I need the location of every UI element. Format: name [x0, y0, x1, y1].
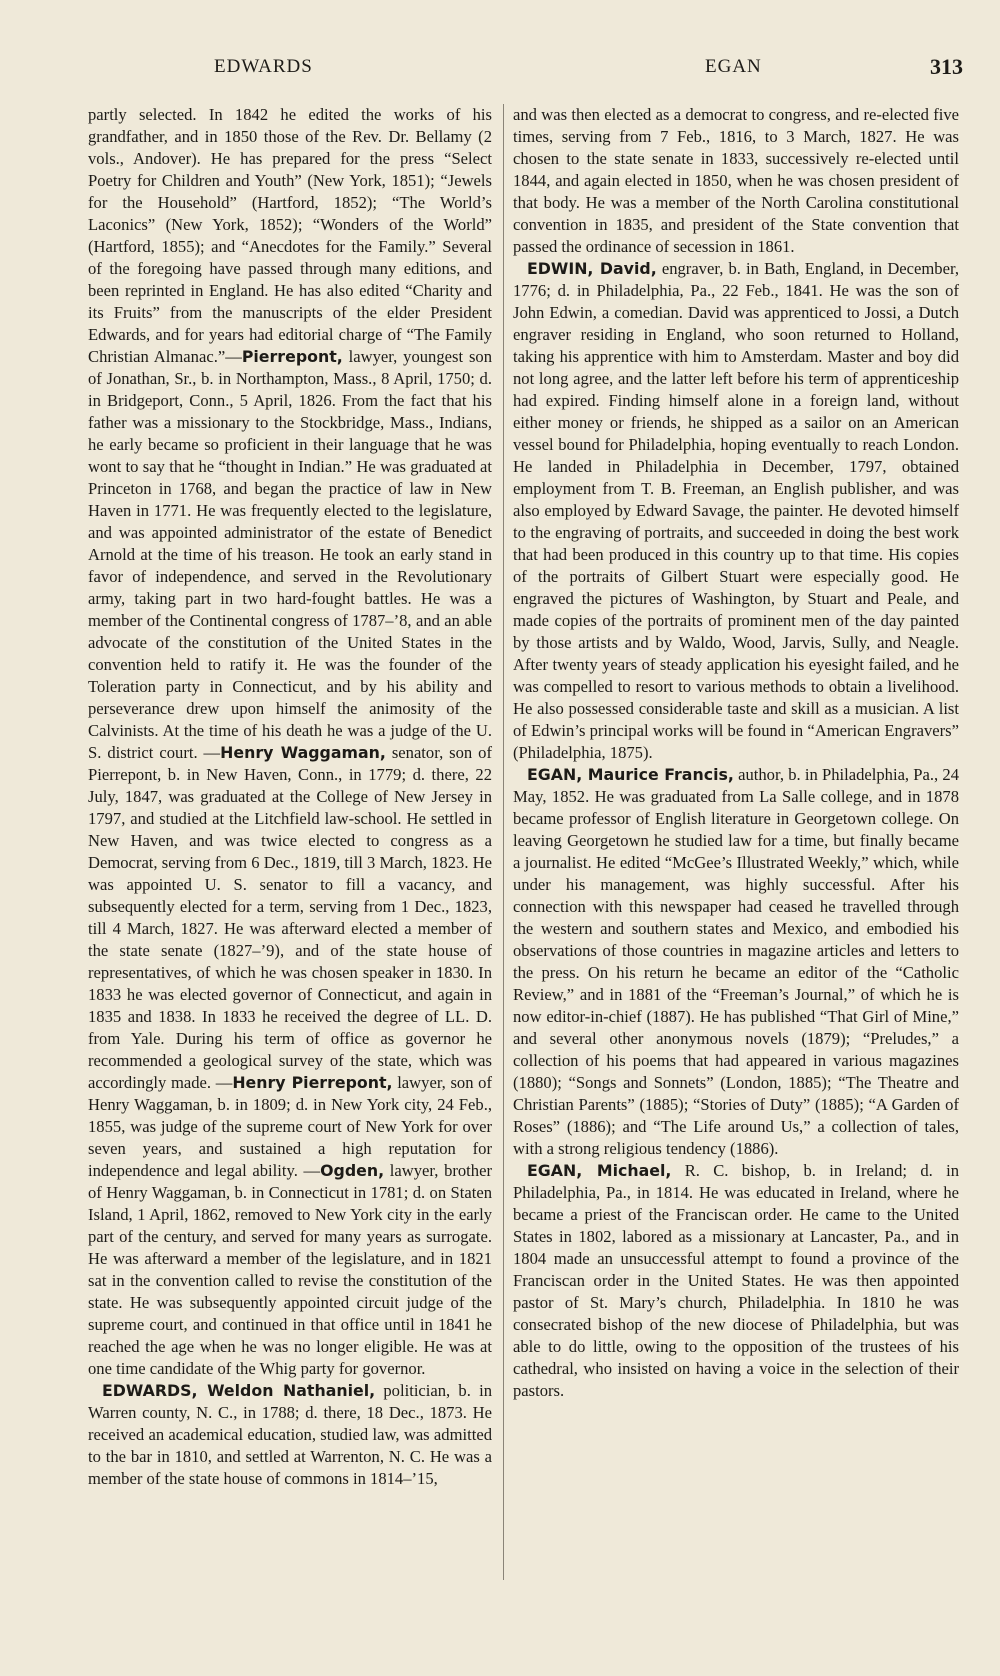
entry-paragraph: [88, 104, 492, 1380]
entry-paragraph: [88, 1380, 492, 1490]
page-number: 313: [930, 54, 963, 79]
body-text: partly selected. In 1842 he edited the works of his grandfather, and in 1850 those of the Rev. Dr. Bellamy (2 vols., Andover). He has prepared for the press “Select Poetry for Children and Youth” (New York, 1851); “Jewels for the Household” (Hartford, 1852); “The World’s Laconics” (New York, 1852); “Wonders of the World” (Hartford, 1855); and “Anecdotes for the Family.” Several of the foregoing have passed through many editions, and been reprinted in England. He has also edited “Charity and its Fruits” from the manuscripts of the elder President Edwards, and for years had editorial charge of “The Family Christian Almanac.”—: [88, 105, 492, 366]
body-text: politician, b. in Warren county, N. C., in 1788; d. there, 18 Dec., 1873. He received an academical education, studied law, was admitted to the bar in 1810, and settled at Warrenton, N. C. He was a member of the state house of commons in 1814–’15,: [88, 1381, 492, 1488]
entry-heading: EDWARDS, Weldon Nathaniel,: [102, 1381, 376, 1400]
entry-heading: Ogden,: [320, 1161, 385, 1180]
entry-paragraph: [513, 1160, 959, 1402]
entry-heading: Henry Pierrepont,: [232, 1073, 393, 1092]
header-left-word: EDWARDS: [214, 56, 313, 77]
body-text: R. C. bishop, b. in Ireland; d. in Philadelphia, Pa., in 1814. He was educated in Ireland, where he became a priest of the Franciscan order. He came to the United States in 1802, labored as a missionary at Lancaster, Pa., and in 1804 made an unsuccessful attempt to found a province of the Franciscan order in the United States. He was then appointed pastor of St. Mary’s church, Philadelphia. In 1810 he was consecrated bishop of the new diocese of Philadelphia, but was able to do little, owing to the opposition of the trustees of his cathedral, who insisted on having a voice in the selection of their pastors.: [513, 1161, 959, 1400]
entry-heading: EGAN, Maurice Francis,: [527, 765, 734, 784]
entry-heading: EGAN, Michael,: [527, 1161, 672, 1180]
column-divider: [503, 104, 504, 1580]
entry-heading: EDWIN, David,: [527, 259, 657, 278]
entry-heading: Henry Waggaman,: [220, 743, 386, 762]
entry-heading: Pierrepont,: [241, 347, 343, 366]
body-text: senator, son of Pierrepont, b. in New Haven, Conn., in 1779; d. there, 22 July, 1847, was graduated at the College of New Jersey in 1797, and studied at the Litchfield law-school. He settled in New Haven, and was twice elected to congress as a Democrat, serving from 6 Dec., 1819, till 3 March, 1823. He was appointed U. S. senator to fill a vacancy, and subsequently elected for a term, serving from 1 Dec., 1823, till 4 March, 1827. He was afterward elected a member of the state senate (1827–’9), and of the state house of representatives, of which he was chosen speaker in 1830. In 1833 he was elected governor of Connecticut, and again in 1835 and 1838. In 1833 he received the degree of LL. D. from Yale. During his term of office as governor he recommended a geological survey of the state, which was accordingly made. —: [88, 743, 492, 1092]
body-text: lawyer, son of Henry Waggaman, b. in 1809; d. in New York city, 24 Feb., 1855, was judge of the supreme court of New York for over seven years, and sustained a high reputation for independence and legal ability. —: [88, 1073, 492, 1180]
entry-paragraph: [513, 258, 959, 764]
entry-paragraph: [513, 104, 959, 258]
header-right-word: EGAN: [705, 56, 762, 77]
body-text: engraver, b. in Bath, England, in December, 1776; d. in Philadelphia, Pa., 22 Feb., 1841. He was the son of John Edwin, a comedian. David was apprenticed to Jossi, a Dutch engraver residing in England, who soon returned to Holland, taking his apprentice with him to Amsterdam. Master and boy did not long agree, and the latter left before his term of apprenticeship had expired. Finding himself alone in a foreign land, without either money or friends, he shipped as a sailor on an American vessel bound for Philadelphia, hoping eventually to reach London. He landed in Philadelphia in December, 1797, obtained employment from T. B. Freeman, an English publisher, and was also employed by Edward Savage, the painter. He devoted himself to the engraving of portraits, and succeeded in doing the best work that had been produced in this country up to that time. His copies of the portraits of Gilbert Stuart were especially good. He engraved the pictures of Washington, by Stuart and Peale, and made copies of the portraits of prominent men of the day painted by those artists and by Waldo, Wood, Jarvis, Sully, and Neagle. After twenty years of steady application his eyesight failed, and he was compelled to resort to various methods to obtain a livelihood. He also possessed considerable taste and skill as a musician. A list of Edwin’s principal works will be found in “American Engravers” (Philadelphia, 1875).: [513, 259, 959, 762]
entry-paragraph: [513, 764, 959, 1160]
right-column: [513, 104, 959, 1402]
running-header: [0, 56, 1000, 88]
left-column: [88, 104, 492, 1490]
body-text: and was then elected as a democrat to congress, and re-elected five times, serving from 7 Feb., 1816, to 3 March, 1827. He was chosen to the state senate in 1833, successively re-elected until 1844, and again elected in 1850, when he was chosen president of that body. He was a member of the North Carolina constitutional convention in 1835, and president of the State convention that passed the ordinance of secession in 1861.: [513, 105, 959, 256]
body-text: author, b. in Philadelphia, Pa., 24 May, 1852. He was graduated from La Salle college, and in 1878 became professor of English literature in Georgetown college. On leaving Georgetown he studied law for a time, but finally became a journalist. He edited “McGee’s Illustrated Weekly,” which, while under his management, was highly successful. After his connection with this newspaper had ceased he travelled through the western and southern states and Mexico, and embodied his observations of those countries in magazine articles and letters to the press. On his return he became an editor of the “Catholic Review,” and in 1881 of the “Freeman’s Journal,” of which he is now editor-in-chief (1887). He has published “That Girl of Mine,” and several other anonymous novels (1879); “Preludes,” a collection of his poems that had appeared in various magazines (1880); “Songs and Sonnets” (London, 1885); “The Theatre and Christian Parents” (1885); “Stories of Duty” (1885); “A Garden of Roses” (1886); and “The Life around Us,” a collection of tales, with a strong religious tendency (1886).: [513, 765, 959, 1158]
body-text: lawyer, brother of Henry Waggaman, b. in Connecticut in 1781; d. on Staten Island, 1 April, 1862, removed to New York city in the early part of the century, and served for many years as surrogate. He was afterward a member of the legislature, and in 1821 sat in the convention called to revise the constitution of the state. He was subsequently appointed circuit judge of the supreme court, and continued in that office until in 1841 he reached the age when he was no longer eligible. He was at one time candidate of the Whig party for governor.: [88, 1161, 492, 1378]
body-text: lawyer, youngest son of Jonathan, Sr., b. in Northampton, Mass., 8 April, 1750; d. in Bridgeport, Conn., 5 April, 1826. From the fact that his father was a missionary to the Stockbridge, Mass., Indians, he early became so proficient in their language that he was wont to say that he “thought in Indian.” He was graduated at Princeton in 1768, and began the practice of law in New Haven in 1771. He was frequently elected to the legislature, and was appointed administrator of the estate of Benedict Arnold at the time of his treason. He took an early stand in favor of independence, and served in the Revolutionary army, taking part in two hard-fought battles. He was a member of the Continental congress of 1787–’8, and an able advocate of the constitution of the United States in the convention held to ratify it. He was the founder of the Toleration party in Connecticut, and by his ability and perseverance drew upon himself the animosity of the Calvinists. At the time of his death he was a judge of the U. S. district court. —: [88, 347, 493, 762]
